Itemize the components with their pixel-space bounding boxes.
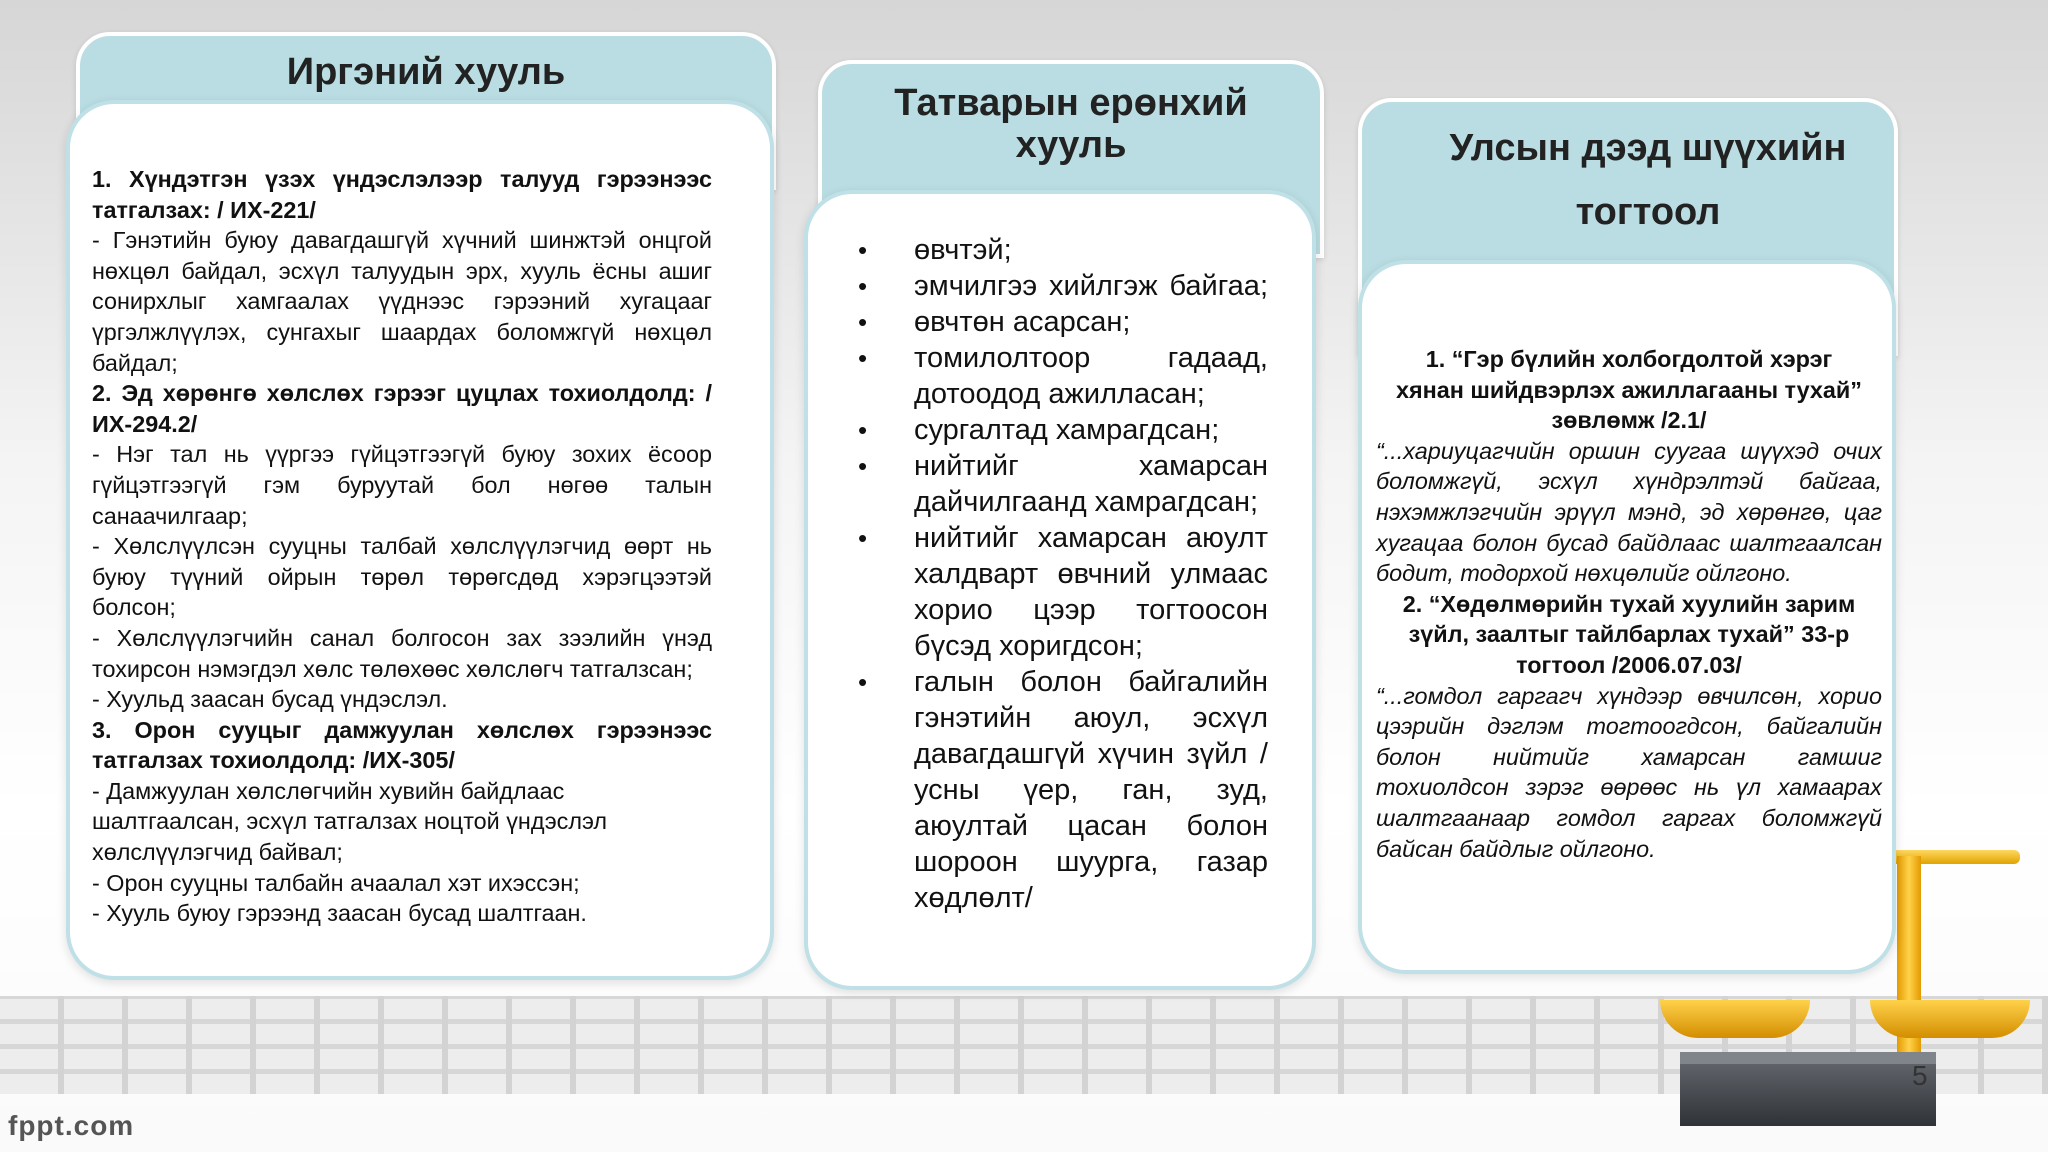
panel-supreme-court-title-line1: Улсын дээд шүүхийн [1449,127,1847,169]
civil-law-para-2: - Нэг тал нь үүргээ гүйцэтгээгүй буюу зохих ёсоор гүйцэтгээгүй гэм буруутай бол нөгөө талын санаачилгаар; [92,441,712,529]
scale-pan-right-decor [1870,1000,2030,1038]
tax-law-list-item: • нийтийг хамарсан аюулт халдварт өвчний улмаас хорио цээр тогтоосон бүсэд хоригдсон; [808,520,1268,664]
panel-tax-law [804,60,1324,990]
panel-civil-law-title: Иргэний хууль [286,51,566,93]
tax-law-list-item: • галын болон байгалийн гэнэтийн аюул, эсхүл давагдашгүй хүчин зүйл /усны үер, ган, зуд, аюултай цасан болон шороон шуурга, газар хөдлөлт/ [808,664,1268,916]
panel-civil-law-body [66,100,774,980]
tax-law-list-item: • өвчтөн асарсан; [808,304,1268,340]
footer-brand: fppt.com [8,1110,135,1141]
panel-tax-law-title-line1: Татварын ерөнхий [894,82,1248,124]
tax-law-list-item: • нийтийг хамарсан дайчилгаанд хамрагдсан; [808,448,1268,520]
civil-law-para-8: - Хууль буюу гэрээнд заасан бусад шалтгаан. [92,900,587,927]
panel-tax-law-title-line2: хууль [1015,124,1127,166]
scale-pan-left-decor [1660,1000,1810,1038]
civil-law-para-7: - Орон сууцны талбайн ачаалал хэт ихэссэн; [92,869,580,896]
panel-supreme-court [1358,98,1898,978]
civil-law-heading-2: 2. Эд хөрөнгө хөлслөх гэрээг цуцлах тохиолдолд [92,380,688,407]
civil-law-para-3: - Хөлслүүлсэн сууцны талбай хөлслүүлэгчид өөрт нь буюу түүний ойрын төрөл төрөгсдөд хэрэгцээтэй болсон; [92,533,712,621]
tax-law-list-item: • томилолтоор гадаад, дотоодод ажилласан; [808,340,1268,412]
civil-law-heading-3: 3. Орон сууцыг дамжуулан хөлслөх гэрээнээс татгалзах тохиолдолд: /ИХ-305/ [92,716,712,774]
civil-law-heading-2-ref: : /ИХ-294.2/ [92,380,712,437]
panel-civil-law [66,32,776,982]
tax-law-list-item: • өвчтэй; [808,232,1268,268]
panel-supreme-court-title-line2: тогтоол [1575,191,1721,233]
civil-law-para-5: - Хуульд заасан бусад үндэслэл. [92,686,448,713]
civil-law-para-4: - Хөлслүүлэгчийн санал болгосон зах зээлийн үнэд тохирсон нэмэгдэл хөлс төлөхөөс хөлслөгч татгалзсан; [92,624,712,682]
slide-page-number: 5 [1912,1060,1928,1091]
panel-supreme-court-body [1358,260,1896,974]
court-quote-2: “...гомдол гаргагч хүндээр өвчилсөн, хорио цээрийн дэглэм тогтоогдсон, байгалийн болон нийтийг хамарсан гамшиг тохиолдсон зэрэг өөрөөс нь үл хамаарах шалтгаанаар гомдол гаргах боломжгүй байсан байдлыг ойлгоно. [1376,682,1882,862]
scale-stand-decor [1680,1064,1936,1126]
tax-law-list-item: • сургалтад хамрагдсан; [808,412,1268,448]
tax-law-list [808,232,1268,916]
civil-law-heading-1: 1. Хүндэтгэн үзэх үндэслэлээр талууд гэрээнээс татгалзах: / ИХ-221/ [92,166,712,223]
court-quote-1: “...хариуцагчийн оршин суугаа шүүхэд очих боломжгүй, эсхүл хүндрэлтэй байгаа, нэхэмжлэгчийн эрүүл мэнд, эд хөрөнгө, цаг хугацаа болон бусад байдлаас шалтгаалсан бодит, тодорхой нөхцөлийг ойлгоно. [1376,437,1882,587]
court-heading-2: 2. “Хөдөлмөрийн тухай хуулийн зарим зүйл, заалтыг тайлбарлах тухай” 33-р тогтоол /2006.07.03/ [1402,590,1856,678]
civil-law-para-1: - Гэнэтийн буюу давагдашгүй хүчний шинжтэй онцгой нөхцөл байдал, эсхүл талуудын эрх, хууль ёсны ашиг сонирхлыг хамгаалах үүднээс гэрээний хугацааг үргэлжлүүлэх, сунгахыг шаардах боломжгүй нөхцөл байдал; [92,227,712,376]
court-heading-1: 1. “Гэр бүлийн холбогдолтой хэрэг хянан шийдвэрлэх ажиллагааны тухай” зөвлөмж /2.1/ [1396,346,1862,434]
panel-tax-law-body [804,190,1316,990]
civil-law-para-6: - Дамжуулан хөлслөгчийн хувийн байдлаас шалтгаалсан, эсхүл татгалзах ноцтой үндэслэл хөлслүүлэгчид байвал; [92,777,608,866]
tax-law-list-item: • эмчилгээ хийлгэж байгаа; [808,268,1268,304]
